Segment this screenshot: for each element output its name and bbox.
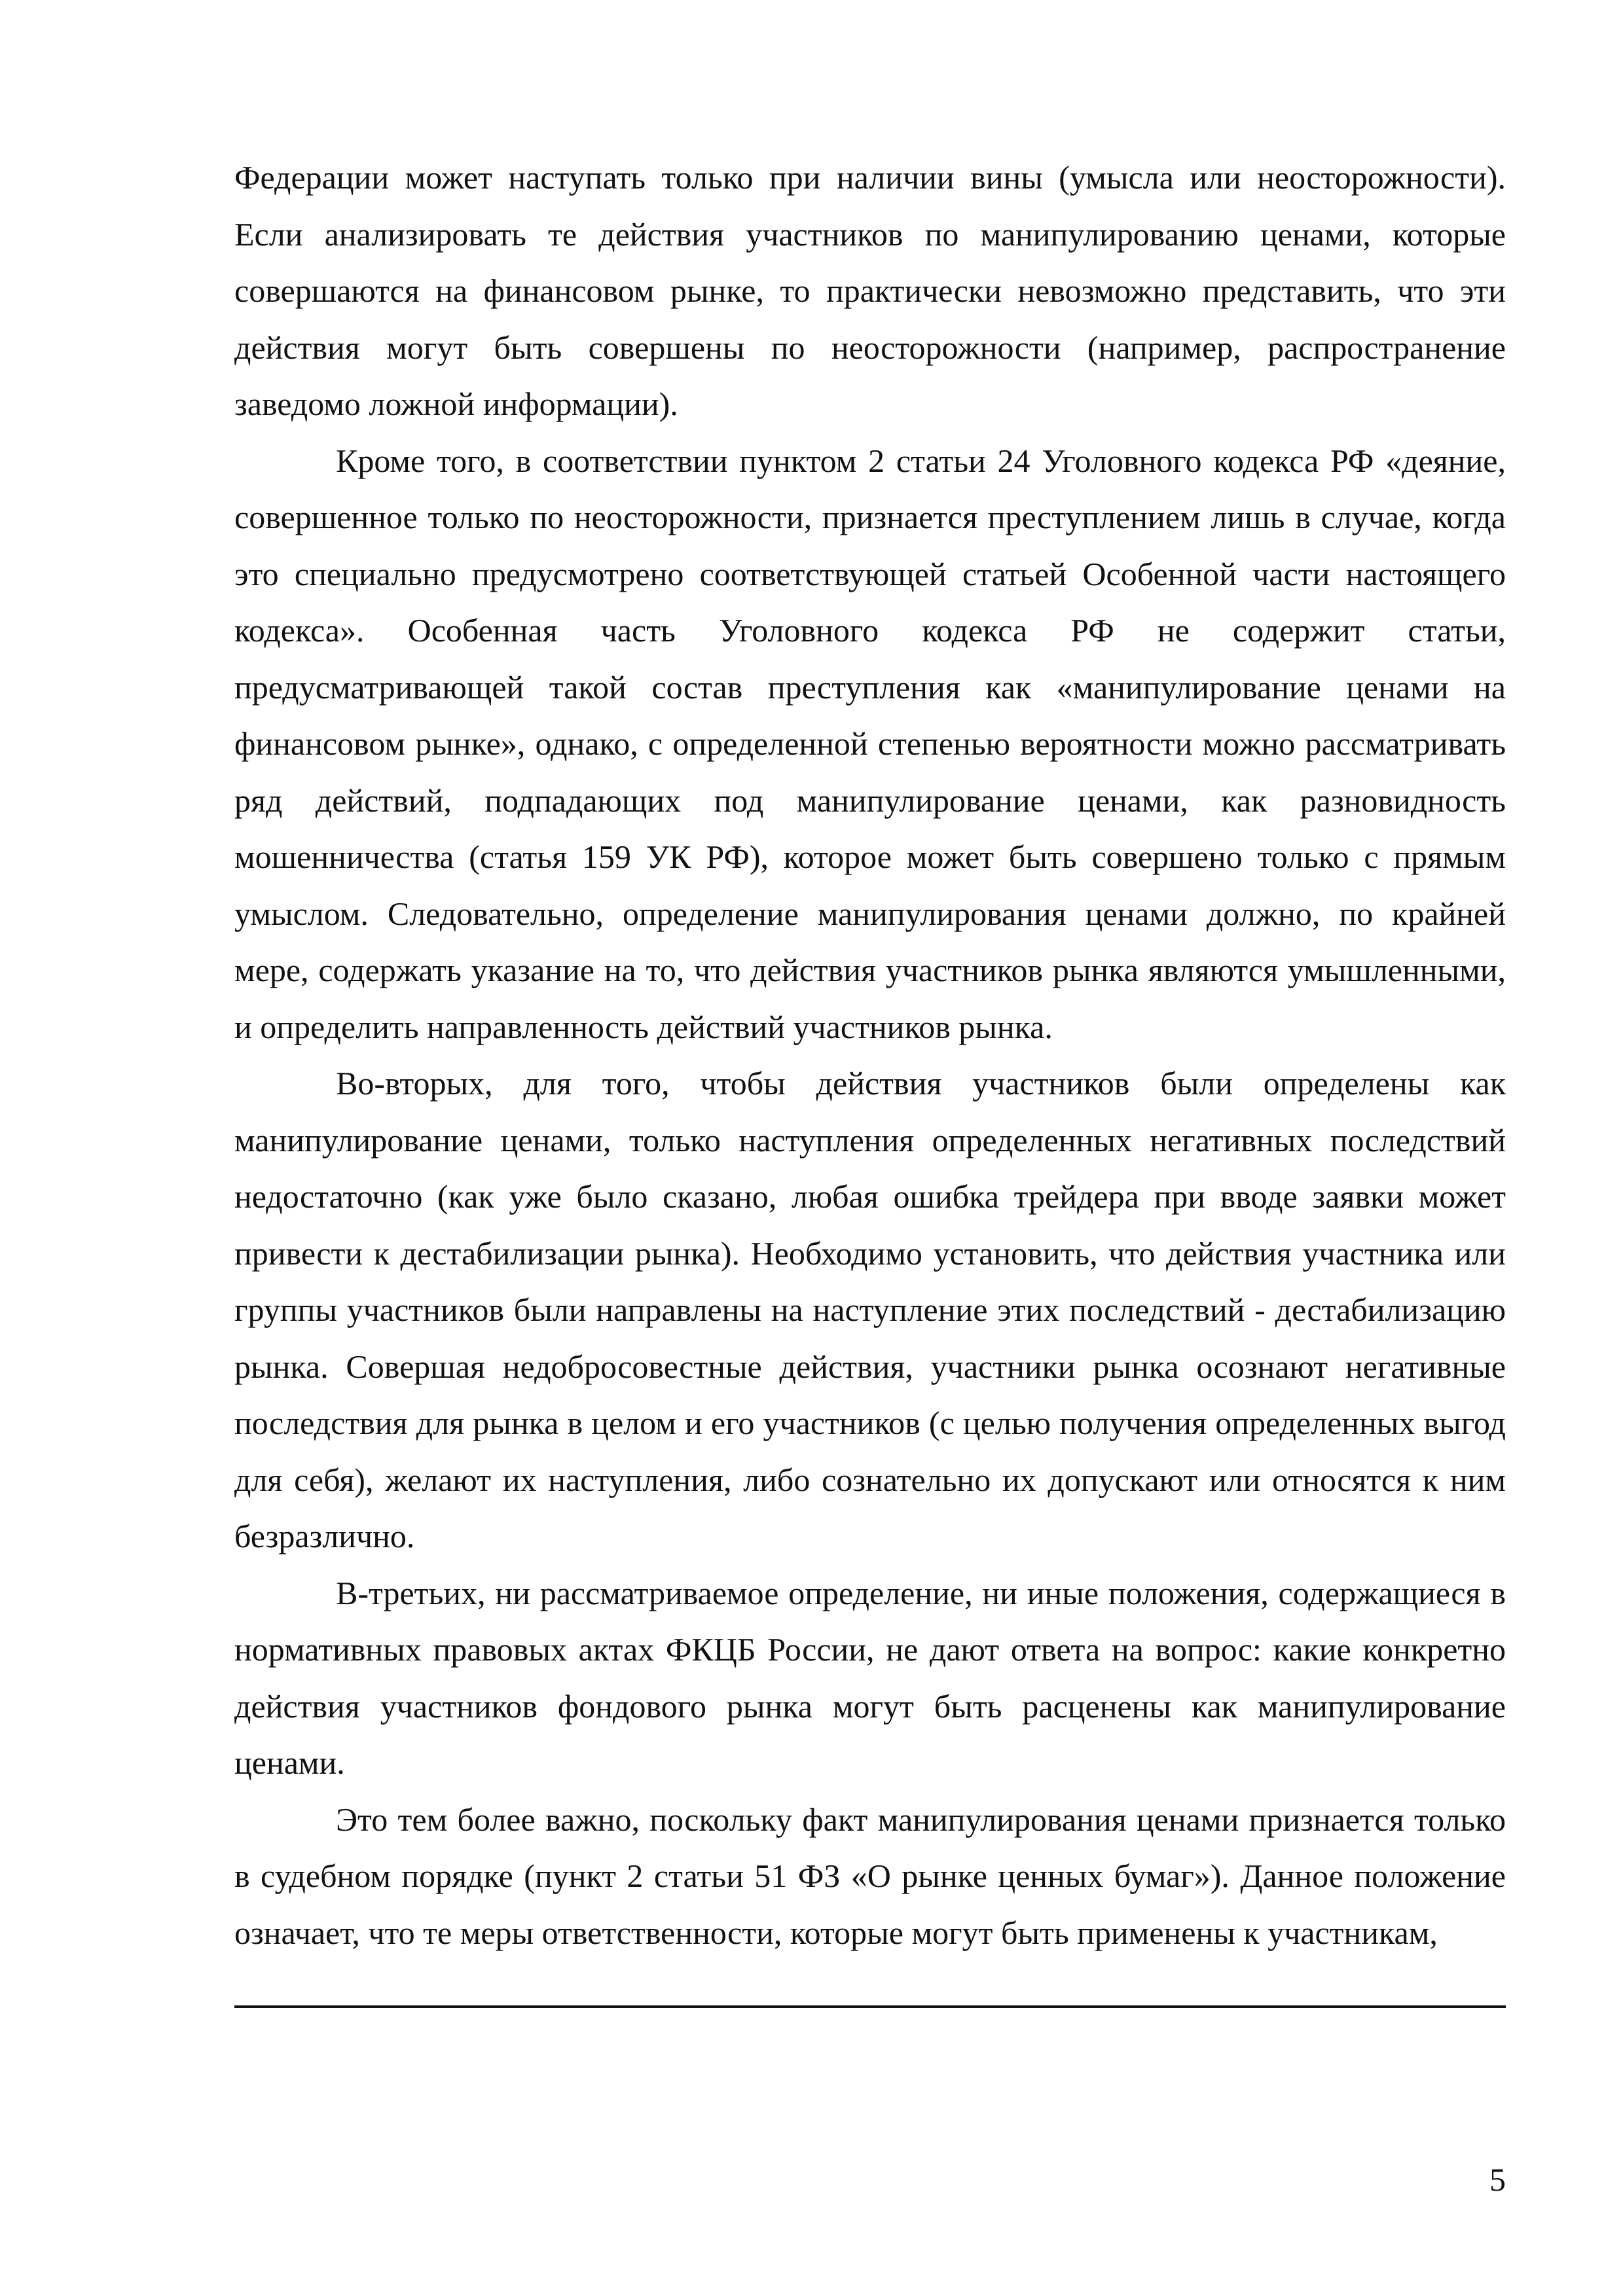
paragraph-5: Это тем более важно, поскольку факт манипулирования ценами признается только в судебном порядке (пункт 2 статьи 51 ФЗ «О рынке ценных бумаг»). Данное положение означает, что те меры ответственности, которые могут быть применены к участникам, bbox=[234, 1801, 1506, 1951]
paragraph-4: В-третьих, ни рассматриваемое определение, ни иные положения, содержащиеся в нормативных правовых актах ФКЦБ России, не дают ответа на вопрос: какие конкретно действия участников фондового рынка могут быть расценены как манипулирование ценами. bbox=[234, 1574, 1506, 1781]
body-text bbox=[234, 149, 1506, 1961]
footnote-separator bbox=[234, 2005, 1506, 2008]
paragraph-2: Кроме того, в соответствии пунктом 2 статьи 24 Уголовного кодекса РФ «деяние, совершенное только по неосторожности, признается преступлением лишь в случае, когда это специально предусмотрено соответствующей статьей Особенной части настоящего кодекса». Особенная часть Уголовного кодекса РФ не содержит статьи, предусматривающей такой состав преступления как «манипулирование ценами на финансовом рынке», однако, с определенной степенью вероятности можно рассматривать ряд действий, подпадающих под манипулирование ценами, как разновидность мошенничества (статья 159 УК РФ), которое может быть совершено только с прямым умыслом. Следовательно, определение манипулирования ценами должно, по крайней мере, содержать указание на то, что действия участников рынка являются умышленными, и определить направленность действий участников рынка. bbox=[234, 442, 1506, 1045]
paragraph-3: Во-вторых, для того, чтобы действия участников были определены как манипулирование ценами, только наступления определенных негативных последствий недостаточно (как уже было сказано, любая ошибка трейдера при вводе заявки может привести к дестабилизации рынка). Необходимо установить, что действия участника или группы участников были направлены на наступление этих последствий - дестабилизацию рынка. Совершая недобросовестные действия, участники рынка осознают негативные последствия для рынка в целом и его участников (с целью получения определенных выгод для себя), желают их наступления, либо сознательно их допускают или относятся к ним безразлично. bbox=[234, 1065, 1506, 1554]
paragraph-1: Федерации может наступать только при наличии вины (умысла или неосторожности). Если анализировать те действия участников по манипулированию ценами, которые совершаются на финансовом рынке, то практически невозможно представить, что эти действия могут быть совершены по неосторожности (например, распространение заведомо ложной информации). bbox=[234, 159, 1506, 422]
page-number: 5 bbox=[1489, 2161, 1506, 2198]
